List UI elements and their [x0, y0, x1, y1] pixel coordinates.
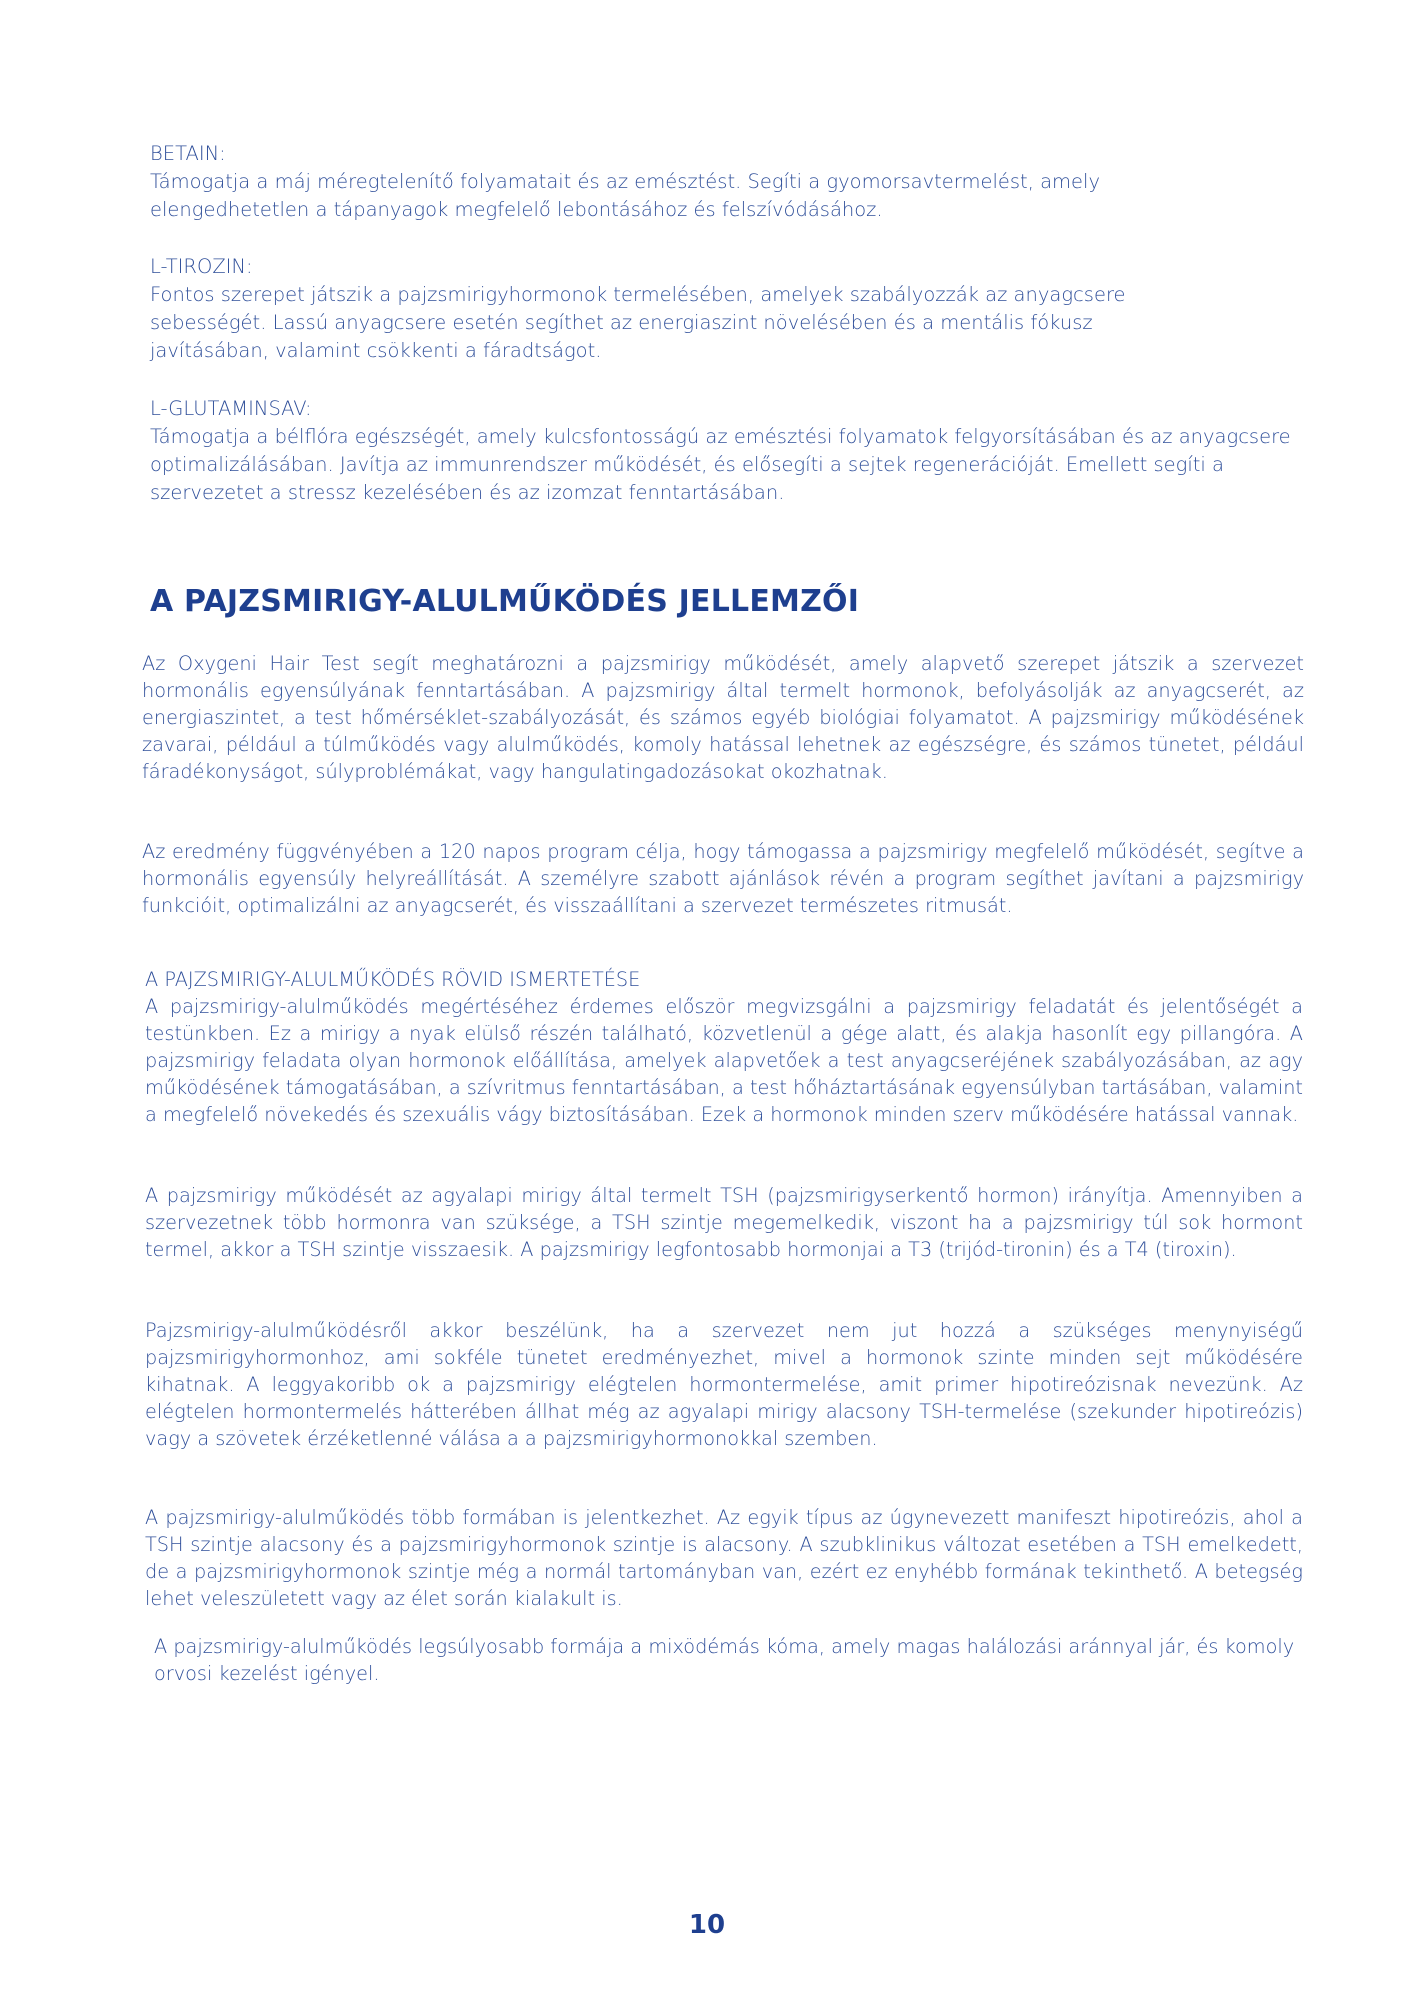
ingredient-description: Támogatja a bélflóra egészségét, amely kulcsfontosságú az emésztési folyamatok felgyorsításában és az anyagcsere optimalizálásában. Javítja az immunrendszer működését, és elősegíti a sejtek regenerációját. Emellett segíti a szervezetet a stressz kezelésében és az izomzat fenntartásában.: [150, 425, 1291, 504]
ingredient-betain: [150, 140, 1210, 224]
overview-block: [145, 966, 1303, 1128]
ingredient-l-glutaminsav: [150, 395, 1300, 507]
ingredient-l-tirozin: [150, 253, 1210, 365]
detail-paragraph-3: Pajzsmirigy-alulműködésről akkor beszélünk, ha a szervezet nem jut hozzá a szükséges menynyiségű pajzsmirigyhormonhoz, ami sokféle tünetet eredményezhet, mivel a hormonok szinte minden sejt működésére kihatnak. A leggyakoribb ok a pajzsmirigy elégtelen hormontermelése, amit primer hipotireózisnak nevezünk. Az elégtelen hormontermelés hátterében állhat még az agyalapi mirigy alacsony TSH-termelése (szekunder hipotireózis) vagy a szövetek érzéketlenné válása a a pajzsmirigyhormonokkal szemben.: [145, 1319, 1303, 1450]
section-title: A PAJZSMIRIGY-ALULMŰKÖDÉS JELLEMZŐI: [150, 584, 860, 619]
detail-paragraph-1: A pajzsmirigy-alulműködés megértéséhez érdemes először megvizsgálni a pajzsmirigy feladatát és jelentőségét a testünkben. Ez a mirigy a nyak elülső részén található, közvetlenül a gége alatt, és alakja hasonlít egy pillangóra. A pajzsmirigy feladata olyan hormonok előállítása, amelyek alapvetőek a test anyagcseréjének szabályozásában, az agy működésének támogatásában, a szívritmus fenntartásában, a test hőháztartásának egyensúlyban tartásában, valamint a megfelelő növekedés és szexuális vágy biztosításában. Ezek a hormonok minden szerv működésére hatással vannak.: [145, 995, 1303, 1126]
detail-paragraph-4: A pajzsmirigy-alulműködés több formában is jelentkezhet. Az egyik típus az úgynevezett manifeszt hipotireózis, ahol a TSH szintje alacsony és a pajzsmirigyhormonok szintje is alacsony. A szubklinikus változat esetében a TSH emelkedett, de a pajzsmirigyhormonok szintje még a normál tartományban van, ezért ez enyhébb formának tekinthető. A betegség lehet veleszületett vagy az élet során kialakult is.: [145, 1506, 1303, 1610]
detail-paragraph-2: A pajzsmirigy működését az agyalapi mirigy által termelt TSH (pajzsmirigyserkentő hormon) irányítja. Amennyiben a szervezetnek több hormonra van szüksége, a TSH szintje megemelkedik, viszont ha a pajzsmirigy túl sok hormont termel, akkor a TSH szintje visszaesik. A pajzsmirigy legfontosabb hormonjai a T3 (trijód-tironin) és a T4 (tiroxin).: [145, 1184, 1303, 1261]
intro-paragraph-2: Az eredmény függvényében a 120 napos program célja, hogy támogassa a pajzsmirigy megfelelő működését, segítve a hormonális egyensúly helyreállítását. A személyre szabott ajánlások révén a program segíthet javítani a pajzsmirigy funkcióit, optimalizálni az anyagcserét, és visszaállítani a szervezet természetes ritmusát.: [142, 840, 1304, 917]
ingredient-name: BETAIN:: [150, 142, 226, 165]
intro-paragraph-1: Az Oxygeni Hair Test segít meghatározni a pajzsmirigy működését, amely alapvető szerepet játszik a szervezet hormonális egyensúlyának fenntartásában. A pajzsmirigy által termelt hormonok, befolyásolják az anyagcserét, az energiaszintet, a test hőmérséklet-szabályozását, és számos egyéb biológiai folyamatot. A pajzsmirigy működésének zavarai, például a túlműködés vagy alulműködés, komoly hatással lehetnek az egészségre, és számos tünetet, például fáradékonyságot, súlyproblémákat, vagy hangulatingadozásokat okozhatnak.: [142, 652, 1304, 783]
ingredient-name: L-GLUTAMINSAV:: [150, 397, 312, 420]
ingredient-description: Fontos szerepet játszik a pajzsmirigyhormonok termelésében, amelyek szabályozzák az anyagcsere sebességét. Lassú anyagcsere esetén segíthet az energiaszint növelésében és a mentális fókusz javításában, valamint csökkenti a fáradtságot.: [150, 283, 1126, 362]
ingredient-name: L-TIROZIN:: [150, 255, 253, 278]
page-number: 10: [688, 1910, 726, 1940]
subheading: A PAJZSMIRIGY-ALULMŰKÖDÉS RÖVID ISMERTETÉSE: [145, 968, 641, 991]
ingredient-description: Támogatja a máj méregtelenítő folyamatait és az emésztést. Segíti a gyomorsavtermelést, amely elengedhetetlen a tápanyagok megfelelő lebontásához és felszívódásához.: [150, 170, 1100, 221]
detail-paragraph-5: A pajzsmirigy-alulműködés legsúlyosabb formája a mixödémás kóma, amely magas halálozási aránnyal jár, és komoly orvosi kezelést igényel.: [154, 1635, 1295, 1685]
